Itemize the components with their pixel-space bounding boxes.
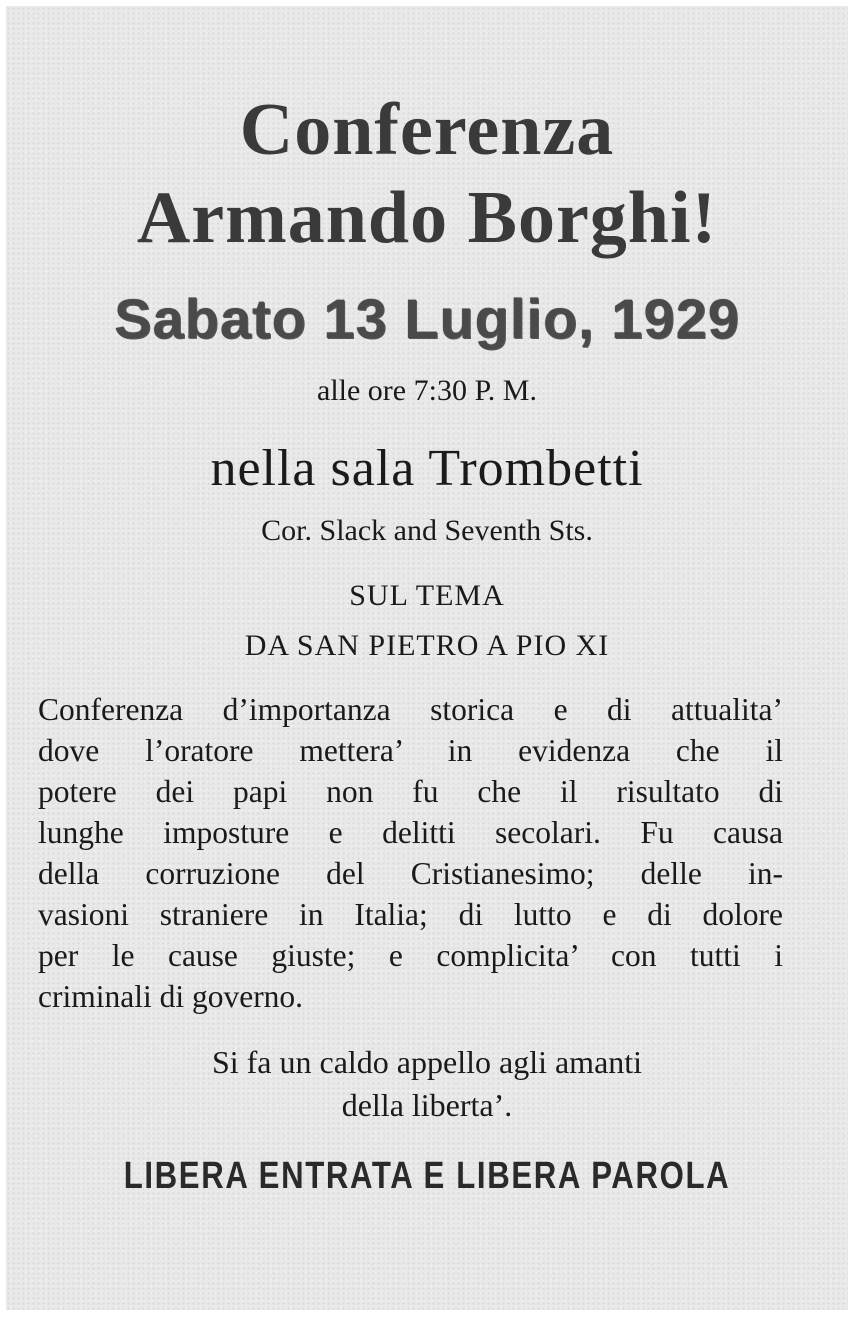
theme-label: SUL TEMA [349,579,505,612]
footer-slogan: LIBERA ENTRATA E LIBERA PAROLA [123,1155,731,1197]
description-line: criminali di governo. [38,979,304,1014]
event-venue: nella sala Trombetti [210,440,644,497]
lecture-topic: DA SAN PIETRO A PIO XI [244,629,610,662]
description-line: Conferenza d’importanza storica e di attualita’ [38,692,783,727]
description-paragraph [38,689,783,1017]
event-date: Sabato 13 Luglio, 1929 [114,287,740,350]
flyer-sheet [6,6,848,1310]
description-line: della corruzione del Cristianesimo; delle in- [38,856,783,891]
description-line: per le cause giuste; e complicita’ con tutti i [38,938,783,973]
description-line: vasioni straniere in Italia; di lutto e di dolore [38,897,783,932]
appeal-line-2: della liberta’. [341,1087,513,1123]
title-line-1: Conferenza [239,89,615,171]
description-line: potere dei papi non fu che il risultato di [38,774,783,809]
description-line: dove l’oratore mettera’ in evidenza che il [38,733,783,768]
event-time: alle ore 7:30 P. M. [317,374,537,407]
venue-address: Cor. Slack and Seventh Sts. [261,514,593,547]
title-line-2: Armando Borghi! [136,177,718,259]
appeal-line-1: Si fa un caldo appello agli amanti [211,1044,643,1080]
description-line: lunghe imposture e delitti secolari. Fu causa [38,815,783,850]
